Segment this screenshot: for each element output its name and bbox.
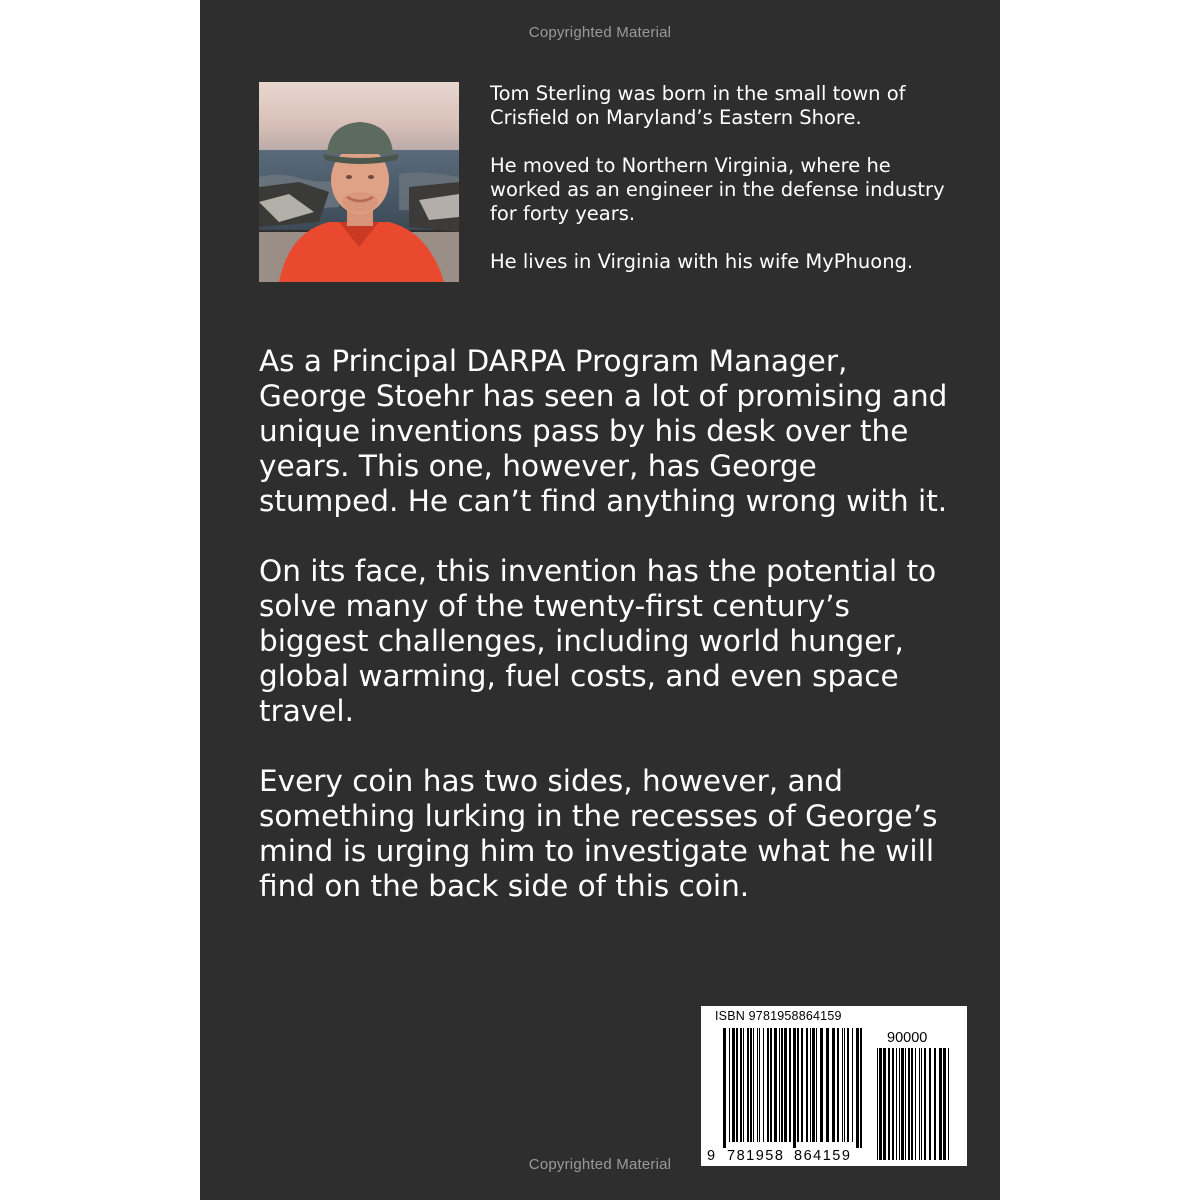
barcode-bar — [905, 1048, 906, 1160]
barcode-bar — [901, 1048, 904, 1160]
book-back-cover — [200, 0, 1000, 1200]
barcode-bar — [856, 1028, 859, 1148]
book-blurb — [259, 344, 959, 939]
bio-paragraph: He moved to Northern Virginia, where he worked as an engineer in the defense industry for forty years. — [490, 154, 945, 225]
barcode-bar — [943, 1048, 946, 1160]
copyright-watermark-bottom: Copyrighted Material — [528, 1156, 672, 1173]
barcode-bar — [837, 1028, 839, 1142]
barcode-bar — [757, 1028, 758, 1142]
barcode-bar — [740, 1028, 742, 1142]
barcode-bar — [826, 1028, 829, 1142]
barcode-bar — [729, 1028, 730, 1142]
barcode-bar — [844, 1028, 845, 1142]
barcode-bar — [736, 1028, 738, 1142]
barcode-bar — [801, 1028, 803, 1142]
price-code: 90000 — [887, 1030, 928, 1046]
barcode-bar — [750, 1028, 752, 1142]
barcode-bar — [820, 1028, 823, 1142]
barcode-bar — [911, 1048, 913, 1160]
isbn-label: ISBN 9781958864159 — [715, 1009, 842, 1023]
barcode-bar — [812, 1028, 815, 1142]
barcode-bar — [763, 1028, 764, 1142]
barcode-bar — [879, 1048, 882, 1160]
bio-paragraph: He lives in Virginia with his wife MyPhuong. — [490, 250, 914, 273]
isbn-barcode-box — [701, 1006, 967, 1166]
barcode-bar — [888, 1048, 890, 1160]
barcode-bar — [883, 1048, 886, 1160]
blurb-paragraph: As a Principal DARPA Program Manager, George Stoehr has seen a lot of promising and unique inventions pass by his desk over the years. This one, however, has George stumped. He can’t find anything wrong with it. — [259, 344, 948, 518]
barcode-bar — [948, 1048, 949, 1160]
barcode-bar — [810, 1028, 811, 1142]
barcode-bar — [908, 1048, 910, 1160]
author-photo — [259, 82, 459, 282]
barcode-bar — [816, 1028, 817, 1142]
barcode-bar — [847, 1028, 849, 1142]
barcode-bar — [797, 1028, 799, 1142]
barcode-bar — [896, 1048, 897, 1160]
blurb-paragraph: Every coin has two sides, however, and something lurking in the recesses of George’s mind is urging him to investigate what he will find on the back side of this coin. — [259, 764, 938, 903]
barcode-bar — [770, 1028, 772, 1142]
barcode-bar — [759, 1028, 760, 1142]
barcode-bar — [842, 1028, 843, 1142]
barcode-bar — [789, 1028, 791, 1142]
barcode-bar — [806, 1028, 808, 1142]
author-portrait-image — [259, 82, 459, 282]
barcode-bar — [919, 1048, 920, 1160]
barcode-bar — [767, 1028, 769, 1142]
barcode-bar — [774, 1028, 777, 1142]
barcode-bar — [877, 1048, 878, 1160]
copyright-watermark-top: Copyrighted Material — [528, 24, 672, 41]
barcode-bar — [732, 1028, 735, 1142]
barcode-right-digits: 864159 — [794, 1148, 852, 1164]
barcode-bar — [921, 1048, 922, 1160]
barcode-bar — [793, 1028, 796, 1148]
barcode-bar — [743, 1028, 744, 1142]
barcode-bar — [924, 1048, 926, 1160]
barcode-bar — [899, 1048, 900, 1160]
barcode-bar — [939, 1048, 942, 1160]
author-bio — [490, 82, 960, 298]
bio-paragraph: Tom Sterling was born in the small town of Crisfield on Maryland’s Eastern Shore. — [490, 82, 906, 129]
barcode-bar — [929, 1048, 931, 1160]
barcode-bar — [860, 1028, 862, 1148]
barcode-bar — [781, 1028, 783, 1142]
barcode-bar — [747, 1028, 749, 1142]
barcode-bar — [852, 1028, 853, 1142]
blurb-paragraph: On its face, this invention has the potential to solve many of the twenty-first century’s biggest challenges, including world hunger, global warming, fuel costs, and even space travel. — [259, 554, 937, 728]
barcode-bar — [779, 1028, 780, 1142]
barcode-bar — [934, 1048, 936, 1160]
barcode-bar — [784, 1028, 787, 1142]
barcode-bar — [832, 1028, 835, 1142]
barcode-bar — [915, 1048, 916, 1160]
barcode-bar — [723, 1028, 726, 1148]
barcode-first-digit: 9 — [707, 1148, 716, 1164]
barcode-bar — [753, 1028, 754, 1142]
barcode-left-digits: 781958 — [727, 1148, 785, 1164]
barcode-bar — [892, 1048, 894, 1160]
